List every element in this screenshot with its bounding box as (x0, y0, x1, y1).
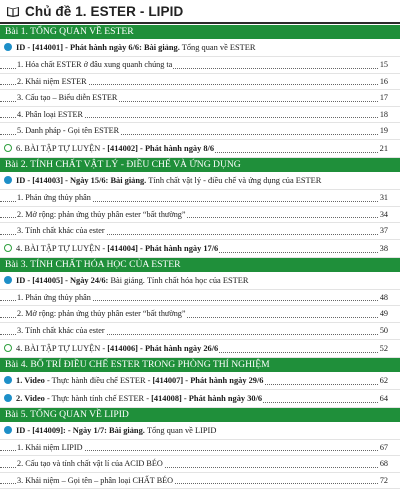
entry-release-label: [414006] - Phát hành ngày 26/6 (107, 343, 219, 353)
entry-release-label: [414007] - Phát hành ngày 29/6 (152, 375, 264, 385)
entry-text (17, 210, 187, 219)
entry-title: 6. BÀI TẬP TỰ LUYỆN - (16, 143, 108, 153)
entry-text (4, 344, 219, 353)
chapter-header (0, 0, 400, 22)
page-number: 72 (379, 473, 388, 489)
entry-text (4, 144, 215, 153)
entry-id-label: 2. Video (16, 393, 45, 403)
entry-text (17, 60, 173, 69)
entry-title: 2. Mở rộng: phản ứng thủy phân ester “bất thường” (17, 209, 186, 219)
entry-text (4, 43, 256, 52)
entry-title: 2. Cấu tạo và tính chất vật lí của ACID BÉO (17, 459, 163, 469)
entry-title: 2. Khái niệm ESTER (17, 76, 87, 86)
entry-title: 4. Phân loại ESTER (17, 109, 83, 119)
entry-title: 1. Phản ứng thủy phân (17, 292, 91, 302)
lecture-bullet-icon (4, 43, 12, 51)
page-number: 64 (379, 390, 388, 407)
entry-text (4, 176, 322, 185)
entry-text (4, 426, 217, 435)
lesson-section (0, 358, 400, 408)
page-number: 31 (379, 190, 388, 206)
entry-text (17, 77, 88, 86)
page-number: 68 (379, 456, 388, 472)
entry-id-label: ID - [414001] - Phát hành ngày 6/6: Bài giảng. (16, 43, 180, 52)
toc-subentry[interactable] (0, 456, 400, 473)
lecture-bullet-icon (4, 394, 12, 402)
page-number: 34 (379, 207, 388, 223)
toc-entry[interactable] (0, 140, 400, 158)
toc-subentry[interactable] (0, 207, 400, 224)
entry-title: 1. Hóa chất ESTER ở đâu xung quanh chúng ta (17, 60, 173, 69)
toc-entry[interactable] (0, 390, 400, 408)
entry-text (17, 193, 92, 202)
toc-subentry[interactable] (0, 74, 400, 91)
chapter-title: Chủ đề 1. ESTER - LIPID (25, 3, 184, 19)
entry-text (4, 376, 265, 385)
entry-title: - Thực hành điều chế ESTER - (44, 375, 153, 385)
entry-title: Bài giảng. Tính chất hóa học của ESTER (110, 275, 249, 285)
entry-title: 2. Mở rộng: phản ứng thủy phân ester “bất thường” (17, 309, 186, 319)
exercise-bullet-icon (4, 144, 12, 152)
entry-title: Tổng quan về LIPID (144, 425, 217, 435)
toc-subentry[interactable] (0, 123, 400, 140)
lecture-bullet-icon (4, 426, 12, 434)
entry-id-label: 1. Video (16, 375, 45, 385)
page-number: 37 (379, 223, 388, 239)
lecture-bullet-icon (4, 176, 12, 184)
page-number: 15 (379, 57, 388, 73)
lesson-section (0, 258, 400, 358)
toc-entry[interactable] (0, 340, 400, 358)
page-number: 16 (379, 74, 388, 90)
entry-title: 3. Cấu tạo – Biểu diễn ESTER (17, 93, 118, 103)
lesson-section (0, 408, 400, 489)
entry-title: Tổng quan về ESTER (179, 43, 256, 52)
page-number: 19 (379, 123, 388, 139)
entry-text (17, 326, 106, 335)
toc-subentry[interactable] (0, 190, 400, 207)
toc-entry[interactable] (0, 422, 400, 440)
exercise-bullet-icon (4, 344, 12, 352)
toc-entry[interactable] (0, 272, 400, 290)
entry-title: 3. Tính chất khác của ester (17, 226, 105, 236)
entry-release-label: [414004] - Phát hành ngày 17/6 (107, 243, 219, 253)
entry-text (17, 459, 164, 468)
entry-title: Tính chất vật lý - điều chế và ứng dụng của ESTER (146, 175, 322, 185)
lesson-heading[interactable]: Bài 2. TÍNH CHẤT VẬT LÝ - ĐIỀU CHẾ VÀ ỨNG DỤNG (0, 158, 400, 172)
entry-title: 3. Khái niệm – Gọi tên – phân loại CHẤT BÉO (17, 475, 174, 485)
toc-subentry[interactable] (0, 107, 400, 124)
entry-release-label: [414002] - Phát hành ngày 8/6 (107, 143, 215, 153)
toc-entry[interactable] (0, 240, 400, 258)
page-number: 18 (379, 107, 388, 123)
page-number: 50 (379, 323, 388, 339)
entry-text (17, 226, 106, 235)
entry-text (4, 276, 249, 285)
entry-title: 4. BÀI TẬP TỰ LUYỆN - (16, 343, 108, 353)
page-number: 17 (379, 90, 388, 106)
entry-release-label: [414008] - Phát hành ngày 30/6 (151, 393, 263, 403)
toc-entry[interactable] (0, 39, 400, 57)
lecture-bullet-icon (4, 376, 12, 384)
entry-title: 5. Danh pháp - Gọi tên ESTER (17, 126, 120, 136)
entry-title: 4. BÀI TẬP TỰ LUYỆN - (16, 243, 108, 253)
page-number: 48 (379, 290, 388, 306)
toc-subentry[interactable] (0, 290, 400, 307)
lecture-bullet-icon (4, 276, 12, 284)
lesson-heading[interactable]: Bài 5. TỔNG QUAN VỀ LIPID (0, 408, 400, 422)
entry-title: 1. Phản ứng thủy phân (17, 192, 91, 202)
lesson-section (0, 158, 400, 258)
entry-text (17, 126, 120, 135)
toc-subentry[interactable] (0, 440, 400, 457)
toc-subentry[interactable] (0, 57, 400, 74)
toc-entry[interactable] (0, 372, 400, 390)
entry-id-label: ID - [414005] - Ngày 24/6: (16, 275, 111, 285)
lesson-heading[interactable]: Bài 3. TÍNH CHẤT HÓA HỌC CỦA ESTER (0, 258, 400, 272)
toc-subentry[interactable] (0, 90, 400, 107)
entry-title: - Thực hành tính chế ESTER - (44, 393, 152, 403)
entry-text (17, 309, 187, 318)
entry-title: 3. Tính chất khác của ester (17, 325, 105, 335)
entry-text (17, 476, 174, 485)
entry-text (17, 93, 118, 102)
lesson-heading[interactable]: Bài 1. TỔNG QUAN VỀ ESTER (0, 25, 400, 39)
entry-id-label: ID - [414009]: - Ngày 1/7: Bài giảng. (16, 425, 145, 435)
entry-text (4, 244, 219, 253)
toc-entry[interactable] (0, 172, 400, 190)
entry-text (17, 293, 92, 302)
page-number: 38 (379, 240, 388, 257)
entry-text (17, 443, 84, 452)
toc-subentry[interactable] (0, 223, 400, 240)
page-number: 67 (379, 440, 388, 456)
exercise-bullet-icon (4, 244, 12, 252)
entry-title: 1. Khái niệm LIPID (17, 442, 83, 452)
toc-subentry[interactable] (0, 306, 400, 323)
table-of-contents (0, 25, 400, 489)
lesson-section (0, 25, 400, 158)
entry-id-label: ID - [414003] - Ngày 15/6: Bài giảng. (16, 175, 147, 185)
entry-text (4, 394, 263, 403)
lesson-heading[interactable]: Bài 4. BỐ TRÍ ĐIỀU CHẾ ESTER TRONG PHÒNG THÍ NGHIỆM (0, 358, 400, 372)
page-number: 62 (379, 372, 388, 389)
toc-subentry[interactable] (0, 473, 400, 489)
open-book-icon (6, 5, 20, 17)
page-number: 52 (379, 340, 388, 357)
header-rule (0, 22, 400, 24)
page-number: 21 (379, 140, 388, 157)
page-number: 49 (379, 306, 388, 322)
entry-text (17, 110, 84, 119)
toc-subentry[interactable] (0, 323, 400, 340)
